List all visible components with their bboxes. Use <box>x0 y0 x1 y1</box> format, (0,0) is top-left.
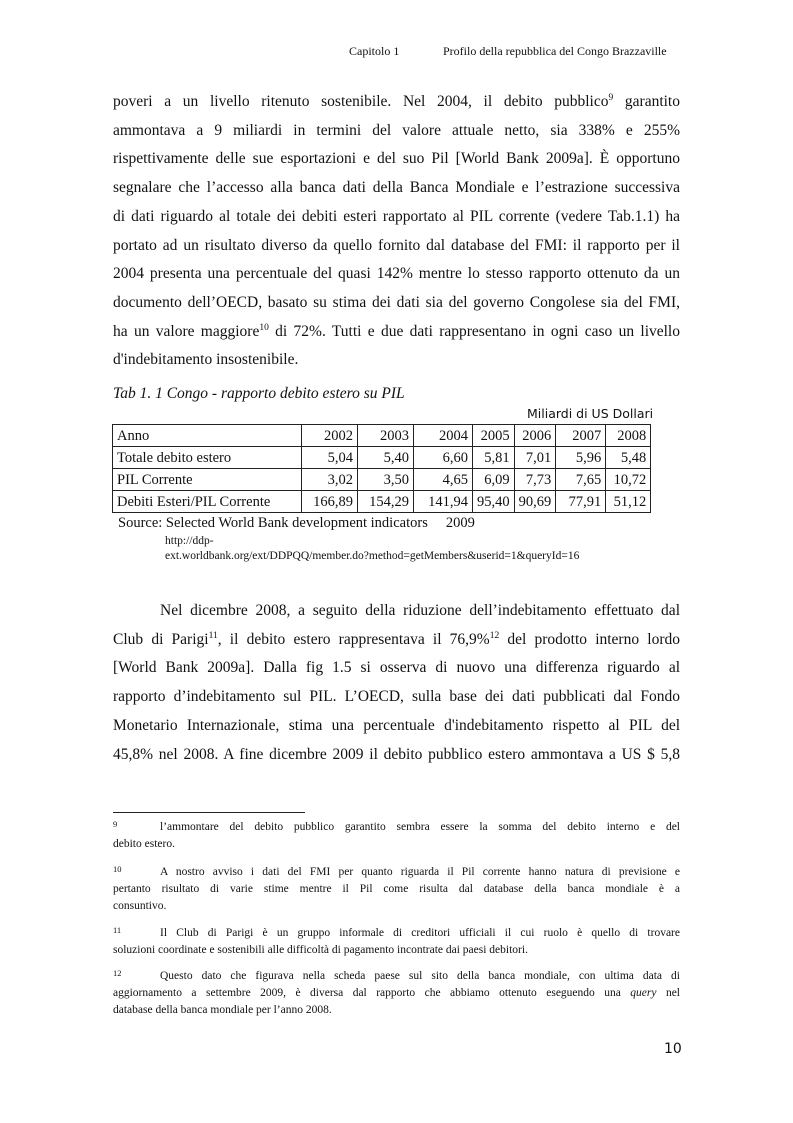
footnote-ref[interactable]: 10 <box>259 322 269 333</box>
footnote-line: Questo dato che figurava nella scheda paese sul sito della banca mondiale, con ultima data di <box>160 970 680 982</box>
table-cell: 7,65 <box>556 469 606 491</box>
table-cell: 2008 <box>606 425 651 447</box>
table-cell: 10,72 <box>606 469 651 491</box>
table-cell: 51,12 <box>606 491 651 513</box>
text-line: portato ad un risultato diverso da quello fornito dal database del FMI: il rapporto per il <box>113 236 680 254</box>
text-line: [World Bank 2009a]. Dalla fig 1.5 si osserva di nuovo una differenza riguardo al <box>113 659 680 677</box>
footnote-line: debito estero. <box>113 838 175 850</box>
text-line: ha un valore maggiore$^{10}$ di 72%. Tutti e due dati rappresentano in ogni caso un livello <box>113 322 680 340</box>
table-cell: 5,48 <box>606 447 651 469</box>
table-cell: 4,65 <box>414 469 473 491</box>
footnote-line: soluzioni coordinate e sostenibili alle difficoltà di pagamento incontrate dai paesi debitori. <box>113 944 528 956</box>
footnote-number: 11 <box>113 925 122 935</box>
footnote-10 <box>113 864 680 915</box>
footnote-number: 9 <box>113 819 118 829</box>
running-header-chapter: Capitolo 1 <box>349 44 400 58</box>
text-line: documento dell’OECD, basato su stima dei dati sia del governo Congolese sia del FMI, <box>113 293 680 311</box>
table-cell: 6,09 <box>473 469 515 491</box>
table-source: Source: Selected World Bank development indicators 2009 <box>118 515 475 531</box>
text-line: 45,8% nel 2008. A fine dicembre 2009 il debito pubblico estero ammontava a US $ 5,8 <box>113 745 680 763</box>
page-number: 10 <box>664 1041 682 1057</box>
source-url[interactable] <box>165 534 579 564</box>
running-header-title: Profilo della repubblica del Congo Brazzaville <box>443 44 667 58</box>
footnote-line: database della banca mondiale per l’anno 2008. <box>113 1004 332 1016</box>
table-cell: 7,73 <box>514 469 556 491</box>
text-line: Monetario Internazionale, stima una percentuale d'indebitamento rispetto al PIL del <box>113 716 680 734</box>
currency-note: Miliardi di US Dollari <box>527 406 654 421</box>
table-cell: 2004 <box>414 425 473 447</box>
text-line: 2004 presenta una percentuale del quasi 142% mentre lo stesso rapporto ottenuto da un <box>113 265 680 283</box>
table-cell: 77,91 <box>556 491 606 513</box>
table-caption: Tab 1. 1 Congo - rapporto debito estero su PIL <box>113 385 405 402</box>
text-line: ammontava a 9 miliardi in termini del valore attuale netto, sia 338% e 255% <box>113 121 680 139</box>
table-cell: 2003 <box>358 425 414 447</box>
table-cell: 166,89 <box>302 491 358 513</box>
table-header-row <box>113 425 651 447</box>
footnote-9 <box>113 819 680 853</box>
text-line: di dati riguardo al totale dei debiti esteri rapportato al PIL corrente (vedere Tab.1.1) ha <box>113 207 680 225</box>
footnote-line: l’ammontare del debito pubblico garantito sembra essere la somma del debito interno e del <box>160 821 680 833</box>
footnote-ref[interactable]: 12 <box>489 630 500 641</box>
text-line: segnalare che l’accesso alla banca dati della Banca Mondiale e l’estrazione successiva <box>113 179 680 197</box>
footnote-line: pertanto risultato di varie stime mentre il Pil come risulta dal database della banca mondiale è a <box>113 883 680 895</box>
table-cell: 2006 <box>514 425 556 447</box>
table-cell: PIL Corrente <box>113 469 302 491</box>
footnote-line: consuntivo. <box>113 900 167 912</box>
footnote-number: 12 <box>113 968 122 978</box>
table-cell: Debiti Esteri/PIL Corrente <box>113 491 302 513</box>
text-line: rapporto d’indebitamento sul PIL. L’OECD, sulla base dei dati pubblicati dal Fondo <box>113 688 680 706</box>
table-cell: 2002 <box>302 425 358 447</box>
table-row <box>113 491 651 513</box>
table-cell: 90,69 <box>514 491 556 513</box>
text-line: d'indebitamento insostenibile. <box>113 351 299 369</box>
table-cell: 2007 <box>556 425 606 447</box>
footnote-line: A nostro avviso i dati del FMI per quanto riguarda il Pil corrente hanno natura di previsione e <box>160 866 680 878</box>
text-line: Nel dicembre 2008, a seguito della riduzione dell’indebitamento effettuato dal <box>160 602 680 619</box>
table-cell: 5,40 <box>358 447 414 469</box>
footnote-number: 10 <box>113 864 122 874</box>
footnote-ref[interactable]: 11 <box>208 630 218 641</box>
table-cell: Anno <box>113 425 302 447</box>
table-cell: 5,81 <box>473 447 515 469</box>
table-cell: 154,29 <box>358 491 414 513</box>
table-cell: Totale debito estero <box>113 447 302 469</box>
footnote-11 <box>113 925 680 959</box>
table-row <box>113 469 651 491</box>
footnote-line: Il Club di Parigi è un gruppo informale di creditori ufficiali il cui ruolo è quello di trovare <box>160 927 680 939</box>
table-cell: 3,02 <box>302 469 358 491</box>
footnote-separator <box>113 812 305 813</box>
table-cell: 5,96 <box>556 447 606 469</box>
text-line: rispettivamente delle sue esportazioni e del suo Pil [World Bank 2009a]. È opportuno <box>113 150 680 168</box>
source-url-line[interactable]: ext.worldbank.org/ext/DDPQQ/member.do?method=getMembers&userid=1&queryId=16 <box>165 550 580 562</box>
footnote-ref[interactable]: 9 <box>608 93 614 103</box>
body-paragraph-1 <box>113 88 680 375</box>
table-cell: 3,50 <box>358 469 414 491</box>
table-cell: 95,40 <box>473 491 515 513</box>
text-line: poveri a un livello ritenuto sostenibile. Nel 2004, il debito pubblico$^9$ garantito <box>113 93 680 110</box>
text-line: Club di Parigi$^{11}$, il debito estero rappresentava il 76,9%$^{12}$ del prodotto interno lordo <box>113 630 680 648</box>
table-cell: 7,01 <box>514 447 556 469</box>
source-url-line[interactable]: http://ddp- <box>165 535 214 547</box>
table-cell: 6,60 <box>414 447 473 469</box>
table-cell: 2005 <box>473 425 515 447</box>
table-cell: 5,04 <box>302 447 358 469</box>
table-row <box>113 447 651 469</box>
debt-table <box>112 424 651 513</box>
body-paragraph-2 <box>113 597 680 769</box>
footnote-line: aggiornamento a settembre 2009, è diversa dal rapporto che abbiamo ottenuto eseguendo una query nel <box>113 987 680 999</box>
footnote-12 <box>113 968 680 1019</box>
table-cell: 141,94 <box>414 491 473 513</box>
